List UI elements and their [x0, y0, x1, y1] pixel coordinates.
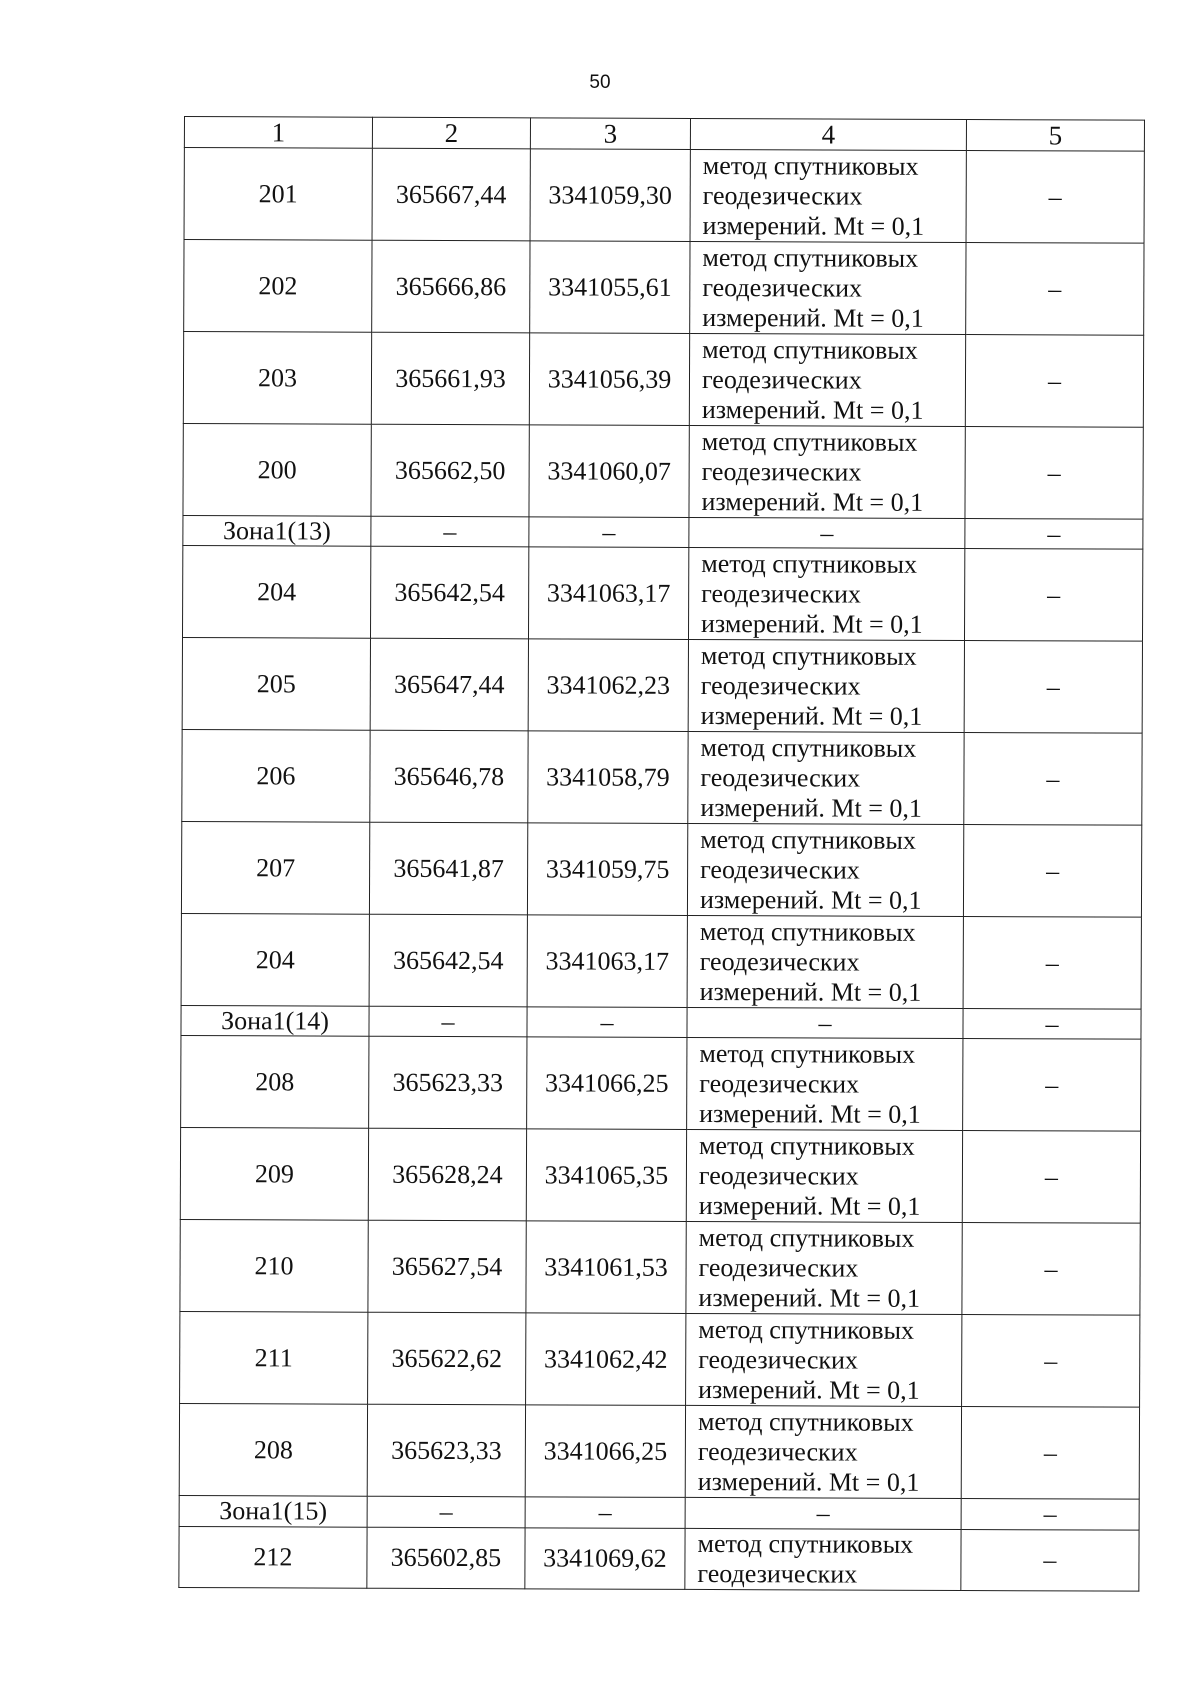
note: –	[964, 733, 1142, 826]
method-line: геодезических	[702, 180, 863, 211]
table-row	[179, 1526, 1139, 1591]
point-number: 208	[179, 1404, 367, 1497]
note: –	[966, 243, 1144, 336]
method-line: метод спутниковых	[701, 548, 918, 579]
method-line: метод спутниковых	[697, 1406, 914, 1437]
note: –	[961, 1407, 1139, 1500]
table-row	[184, 240, 1144, 336]
point-number: 207	[181, 822, 369, 915]
coordinates-table	[178, 116, 1145, 1591]
coordinate-y: 3341066,25	[525, 1405, 685, 1498]
column-header: 3	[530, 118, 690, 150]
empty-dash: –	[965, 519, 1143, 550]
coordinate-x: 365602,85	[367, 1527, 525, 1589]
coordinate-x: 365623,33	[367, 1405, 525, 1498]
empty-dash: –	[689, 518, 965, 549]
note: –	[963, 1039, 1141, 1132]
coordinate-x: 365642,54	[369, 915, 527, 1008]
coordinate-y: 3341063,17	[527, 915, 687, 1008]
empty-dash: –	[961, 1499, 1139, 1530]
table-row	[184, 148, 1144, 244]
method-line: метод спутниковых	[702, 334, 918, 365]
note: –	[964, 549, 1142, 642]
method-line: геодезических	[699, 946, 860, 977]
point-number: 204	[181, 914, 369, 1007]
method-description	[690, 242, 966, 335]
coordinate-x: 365662,50	[371, 424, 529, 517]
note: –	[961, 1529, 1139, 1591]
zone-row	[181, 1006, 1141, 1040]
coordinate-x: 365623,33	[369, 1037, 527, 1130]
empty-dash: –	[687, 1008, 963, 1039]
note: –	[962, 1131, 1140, 1224]
column-header: 1	[184, 117, 372, 149]
method-line: метод спутниковых	[700, 640, 917, 671]
coordinate-x: 365641,87	[369, 823, 527, 916]
method-line: геодезических	[700, 854, 860, 885]
table-row	[180, 1220, 1140, 1316]
method-line: метод спутниковых	[700, 732, 917, 763]
method-line: геодезических	[698, 1344, 859, 1375]
coordinate-x: 365642,54	[370, 547, 528, 640]
method-line: геодезических	[701, 578, 861, 609]
zone-row	[183, 516, 1143, 550]
method-description	[689, 334, 965, 427]
method-description	[685, 1406, 961, 1499]
method-description	[687, 824, 963, 917]
method-line: геодезических	[698, 1252, 859, 1283]
method-description	[687, 916, 963, 1009]
empty-dash: –	[685, 1498, 961, 1529]
coordinate-y: 3341055,61	[530, 241, 690, 334]
method-line: измерений. Mt = 0,1	[699, 976, 922, 1007]
point-number: 208	[181, 1036, 369, 1129]
point-number: 210	[180, 1220, 368, 1313]
method-line: измерений. Mt = 0,1	[700, 700, 923, 731]
method-line: измерений. Mt = 0,1	[702, 210, 925, 241]
method-line: метод спутниковых	[702, 242, 919, 273]
method-line: измерений. Mt = 0,1	[701, 486, 924, 517]
point-number: 206	[182, 730, 370, 823]
coordinate-y: 3341059,75	[527, 823, 687, 916]
table-row	[183, 332, 1143, 428]
coordinate-y: 3341061,53	[526, 1221, 686, 1314]
method-description	[686, 1130, 962, 1223]
method-line: метод спутниковых	[702, 150, 919, 181]
page-number: 50	[589, 72, 611, 93]
method-line: измерений. Mt = 0,1	[700, 792, 923, 823]
table-row	[181, 914, 1141, 1010]
method-line: метод спутниковых	[700, 824, 916, 855]
method-line: метод спутниковых	[701, 426, 918, 457]
point-number: 211	[180, 1312, 368, 1405]
point-number: 200	[183, 424, 371, 517]
coordinate-x: 365667,44	[372, 148, 530, 241]
method-line: измерений. Mt = 0,1	[699, 884, 922, 915]
note: –	[964, 641, 1142, 734]
method-description	[688, 640, 964, 733]
method-line: метод спутниковых	[699, 916, 916, 947]
method-line: геодезических	[701, 456, 862, 487]
point-number: 202	[184, 240, 372, 333]
table-row	[182, 638, 1142, 734]
empty-dash: –	[367, 1497, 525, 1528]
empty-dash: –	[369, 1007, 527, 1038]
note: –	[965, 427, 1143, 520]
coordinate-y: 3341060,07	[529, 425, 689, 518]
coordinate-y: 3341059,30	[530, 149, 690, 242]
table-header-row	[184, 117, 1144, 152]
table-row	[179, 1404, 1139, 1500]
point-number: 201	[184, 148, 372, 241]
coordinate-y: 3341056,39	[529, 333, 689, 426]
method-description	[687, 1038, 963, 1131]
method-line: измерений. Mt = 0,1	[701, 608, 923, 639]
coordinate-x: 365646,78	[370, 731, 528, 824]
coordinate-y: 3341062,42	[526, 1313, 686, 1406]
coordinate-x: 365647,44	[370, 639, 528, 732]
method-line: геодезических	[702, 272, 863, 303]
point-number: 212	[179, 1526, 367, 1588]
coordinate-y: 3341062,23	[528, 639, 688, 732]
method-line: метод спутниковых	[698, 1130, 915, 1161]
coordinate-x: 365627,54	[368, 1221, 526, 1314]
zone-label: Зона1(14)	[181, 1006, 369, 1037]
column-header: 4	[690, 118, 966, 150]
point-number: 203	[183, 332, 371, 425]
method-line: геодезических	[697, 1436, 858, 1467]
table-row	[181, 1036, 1141, 1132]
coordinate-y: 3341058,79	[528, 731, 688, 824]
table-row	[182, 546, 1142, 642]
coordinate-x: 365622,62	[368, 1313, 526, 1406]
method-line: измерений. Mt = 0,1	[702, 302, 924, 333]
method-line: геодезических	[701, 364, 862, 395]
coordinate-y: 3341066,25	[527, 1037, 687, 1130]
method-line: метод спутниковых	[698, 1314, 915, 1345]
method-line: измерений. Mt = 0,1	[698, 1282, 921, 1313]
empty-dash: –	[371, 516, 529, 547]
note: –	[965, 335, 1143, 428]
method-description	[689, 426, 965, 519]
zone-label: Зона1(15)	[179, 1496, 367, 1527]
note: –	[962, 1223, 1140, 1316]
method-line: измерений. Mt = 0,1	[701, 394, 924, 425]
point-number: 204	[182, 546, 370, 639]
empty-dash: –	[963, 1009, 1141, 1040]
note: –	[963, 917, 1141, 1010]
note: –	[963, 825, 1141, 918]
coordinate-x: 365666,86	[372, 240, 530, 333]
method-line: метод спутниковых	[699, 1038, 916, 1069]
table-body	[179, 117, 1145, 1591]
table-row	[182, 730, 1142, 826]
empty-dash: –	[525, 1497, 685, 1528]
point-number: 209	[180, 1128, 368, 1221]
table-row	[180, 1312, 1140, 1408]
method-line: измерений. Mt = 0,1	[699, 1098, 921, 1129]
note: –	[962, 1315, 1140, 1408]
method-line: измерений. Mt = 0,1	[698, 1190, 921, 1221]
table-row	[183, 424, 1143, 520]
method-description	[688, 732, 964, 825]
method-description	[686, 1314, 962, 1407]
method-line: геодезических	[698, 1160, 859, 1191]
method-line: геодезических	[700, 670, 861, 701]
column-header: 5	[966, 120, 1144, 152]
table-row	[180, 1128, 1140, 1224]
method-description	[685, 1528, 961, 1590]
method-line: геодезических	[699, 1068, 860, 1099]
zone-row	[179, 1496, 1139, 1530]
coordinate-x: 365628,24	[368, 1129, 526, 1222]
empty-dash: –	[529, 517, 689, 548]
point-number: 205	[182, 638, 370, 731]
coordinate-x: 365661,93	[371, 332, 529, 425]
note: –	[966, 151, 1144, 244]
method-line: измерений. Mt = 0,1	[698, 1374, 920, 1405]
method-line: метод спутниковых	[697, 1528, 914, 1559]
method-line: геодезических	[700, 762, 861, 793]
method-description	[688, 548, 964, 641]
method-line: метод спутниковых	[698, 1222, 915, 1253]
table-row	[181, 822, 1141, 918]
coordinate-y: 3341063,17	[528, 547, 688, 640]
method-line: геодезических	[697, 1558, 858, 1589]
column-header: 2	[372, 117, 530, 149]
coordinate-y: 3341065,35	[526, 1129, 686, 1222]
method-line: измерений. Mt = 0,1	[697, 1466, 920, 1497]
empty-dash: –	[527, 1007, 687, 1038]
zone-label: Зона1(13)	[183, 516, 371, 547]
method-description	[686, 1222, 962, 1315]
method-description	[690, 150, 966, 243]
coordinate-y: 3341069,62	[525, 1527, 685, 1589]
